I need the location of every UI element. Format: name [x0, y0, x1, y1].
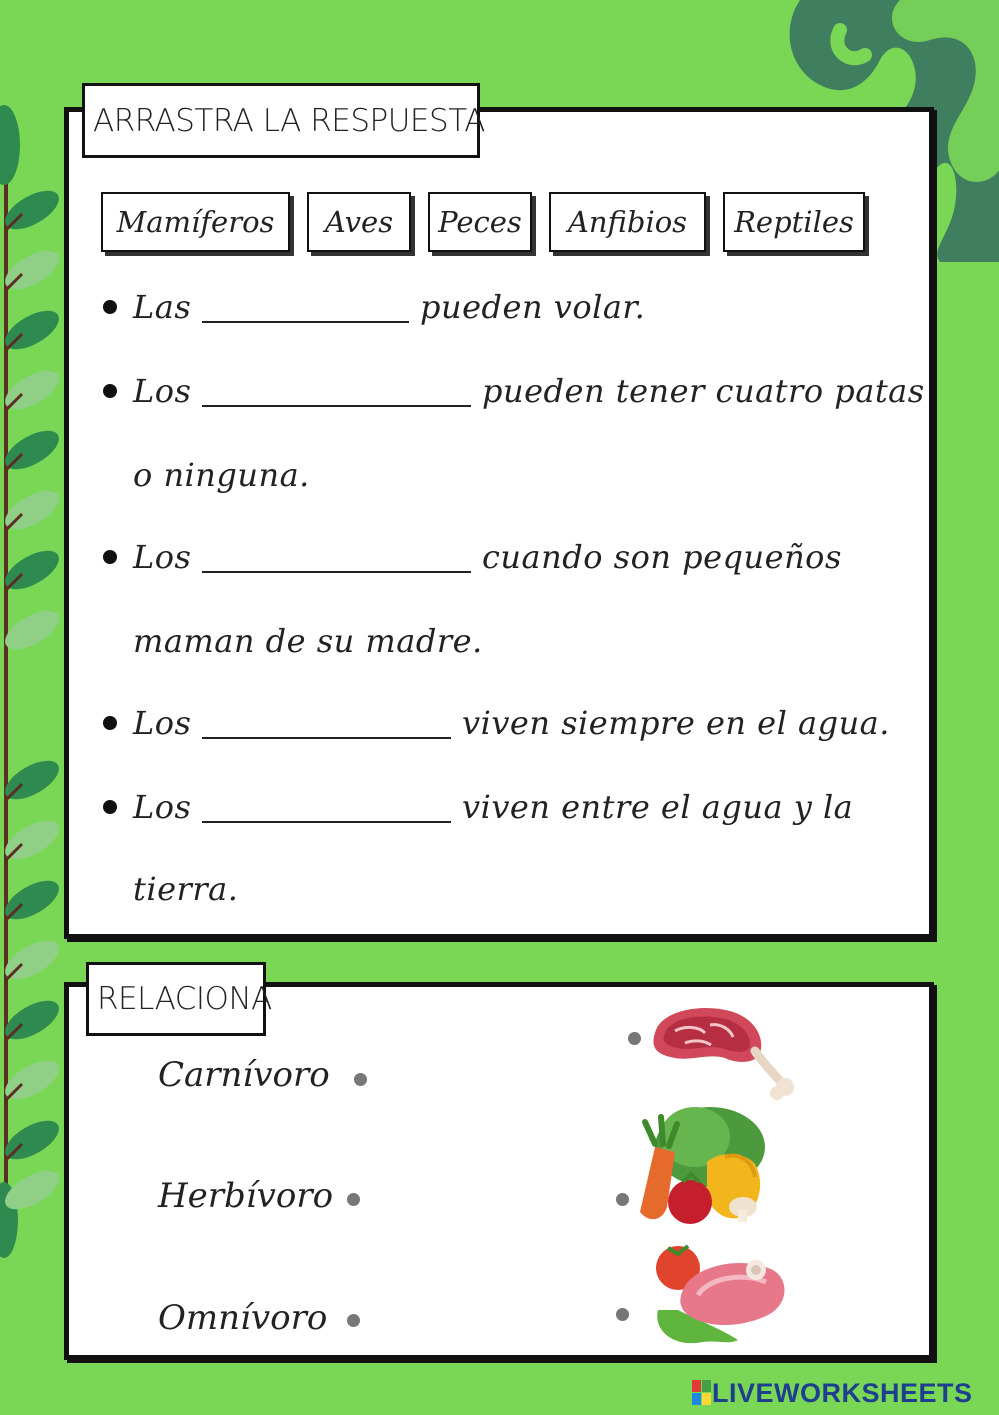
meat-and-vegetables-icon: [648, 1240, 793, 1352]
bullet-point: [103, 550, 117, 564]
match-dot-herbivoro[interactable]: [347, 1193, 360, 1206]
leaf-vine-decoration: [0, 105, 65, 1258]
answer-blank-1[interactable]: [202, 321, 409, 323]
match-dot-image-3[interactable]: [616, 1308, 629, 1321]
match-dot-image-1[interactable]: [628, 1032, 641, 1045]
bullet-point: [103, 300, 117, 314]
meat-icon: [645, 1003, 800, 1103]
answer-blank-3[interactable]: [202, 571, 471, 573]
option-chip-reptiles[interactable]: Reptiles: [723, 192, 865, 252]
match-label-omnivoro: Omnívoro: [158, 1298, 328, 1338]
sentence-1-before: Las: [133, 288, 192, 326]
sentence-3-after: cuando son pequeños: [482, 538, 842, 576]
match-dot-carnivoro[interactable]: [354, 1073, 367, 1086]
vegetables-icon: [625, 1102, 770, 1227]
match-label-herbivoro: Herbívoro: [158, 1176, 334, 1216]
sentence-3-continuation: maman de su madre.: [133, 622, 483, 660]
live-badge-icon: [692, 1380, 712, 1406]
sentence-5-continuation: tierra.: [133, 870, 239, 908]
option-chip-anfibios[interactable]: Anfibios: [549, 192, 706, 252]
sentence-4-before: Los: [133, 704, 192, 742]
answer-blank-5[interactable]: [202, 821, 451, 823]
bullet-point: [103, 716, 117, 730]
answer-blank-4[interactable]: [202, 737, 451, 739]
sentence-5-after: viven entre el agua y la: [462, 788, 854, 826]
section-title-match: RELACIONA: [86, 962, 266, 1036]
answer-blank-2[interactable]: [202, 405, 471, 407]
bullet-point: [103, 800, 117, 814]
match-dot-omnivoro[interactable]: [347, 1314, 360, 1327]
sentence-2-before: Los: [133, 372, 192, 410]
option-chip-mamiferos[interactable]: Mamíferos: [101, 192, 290, 252]
sentence-2-after: pueden tener cuatro patas: [482, 372, 925, 410]
bullet-point: [103, 384, 117, 398]
option-chip-aves[interactable]: Aves: [307, 192, 411, 252]
liveworksheets-logo: [692, 1378, 973, 1408]
liveworksheets-brand-text: LIVEWORKSHEETS: [712, 1377, 973, 1408]
sentence-5-before: Los: [133, 788, 192, 826]
match-label-carnivoro: Carnívoro: [158, 1055, 330, 1095]
sentence-2-continuation: o ninguna.: [133, 456, 310, 494]
sentence-1-after: pueden volar.: [420, 288, 646, 326]
sentence-4-after: viven siempre en el agua.: [462, 704, 890, 742]
option-chip-peces[interactable]: Peces: [428, 192, 532, 252]
section-title-drag: ARRASTRA LA RESPUESTA: [82, 83, 480, 158]
sentence-3-before: Los: [133, 538, 192, 576]
